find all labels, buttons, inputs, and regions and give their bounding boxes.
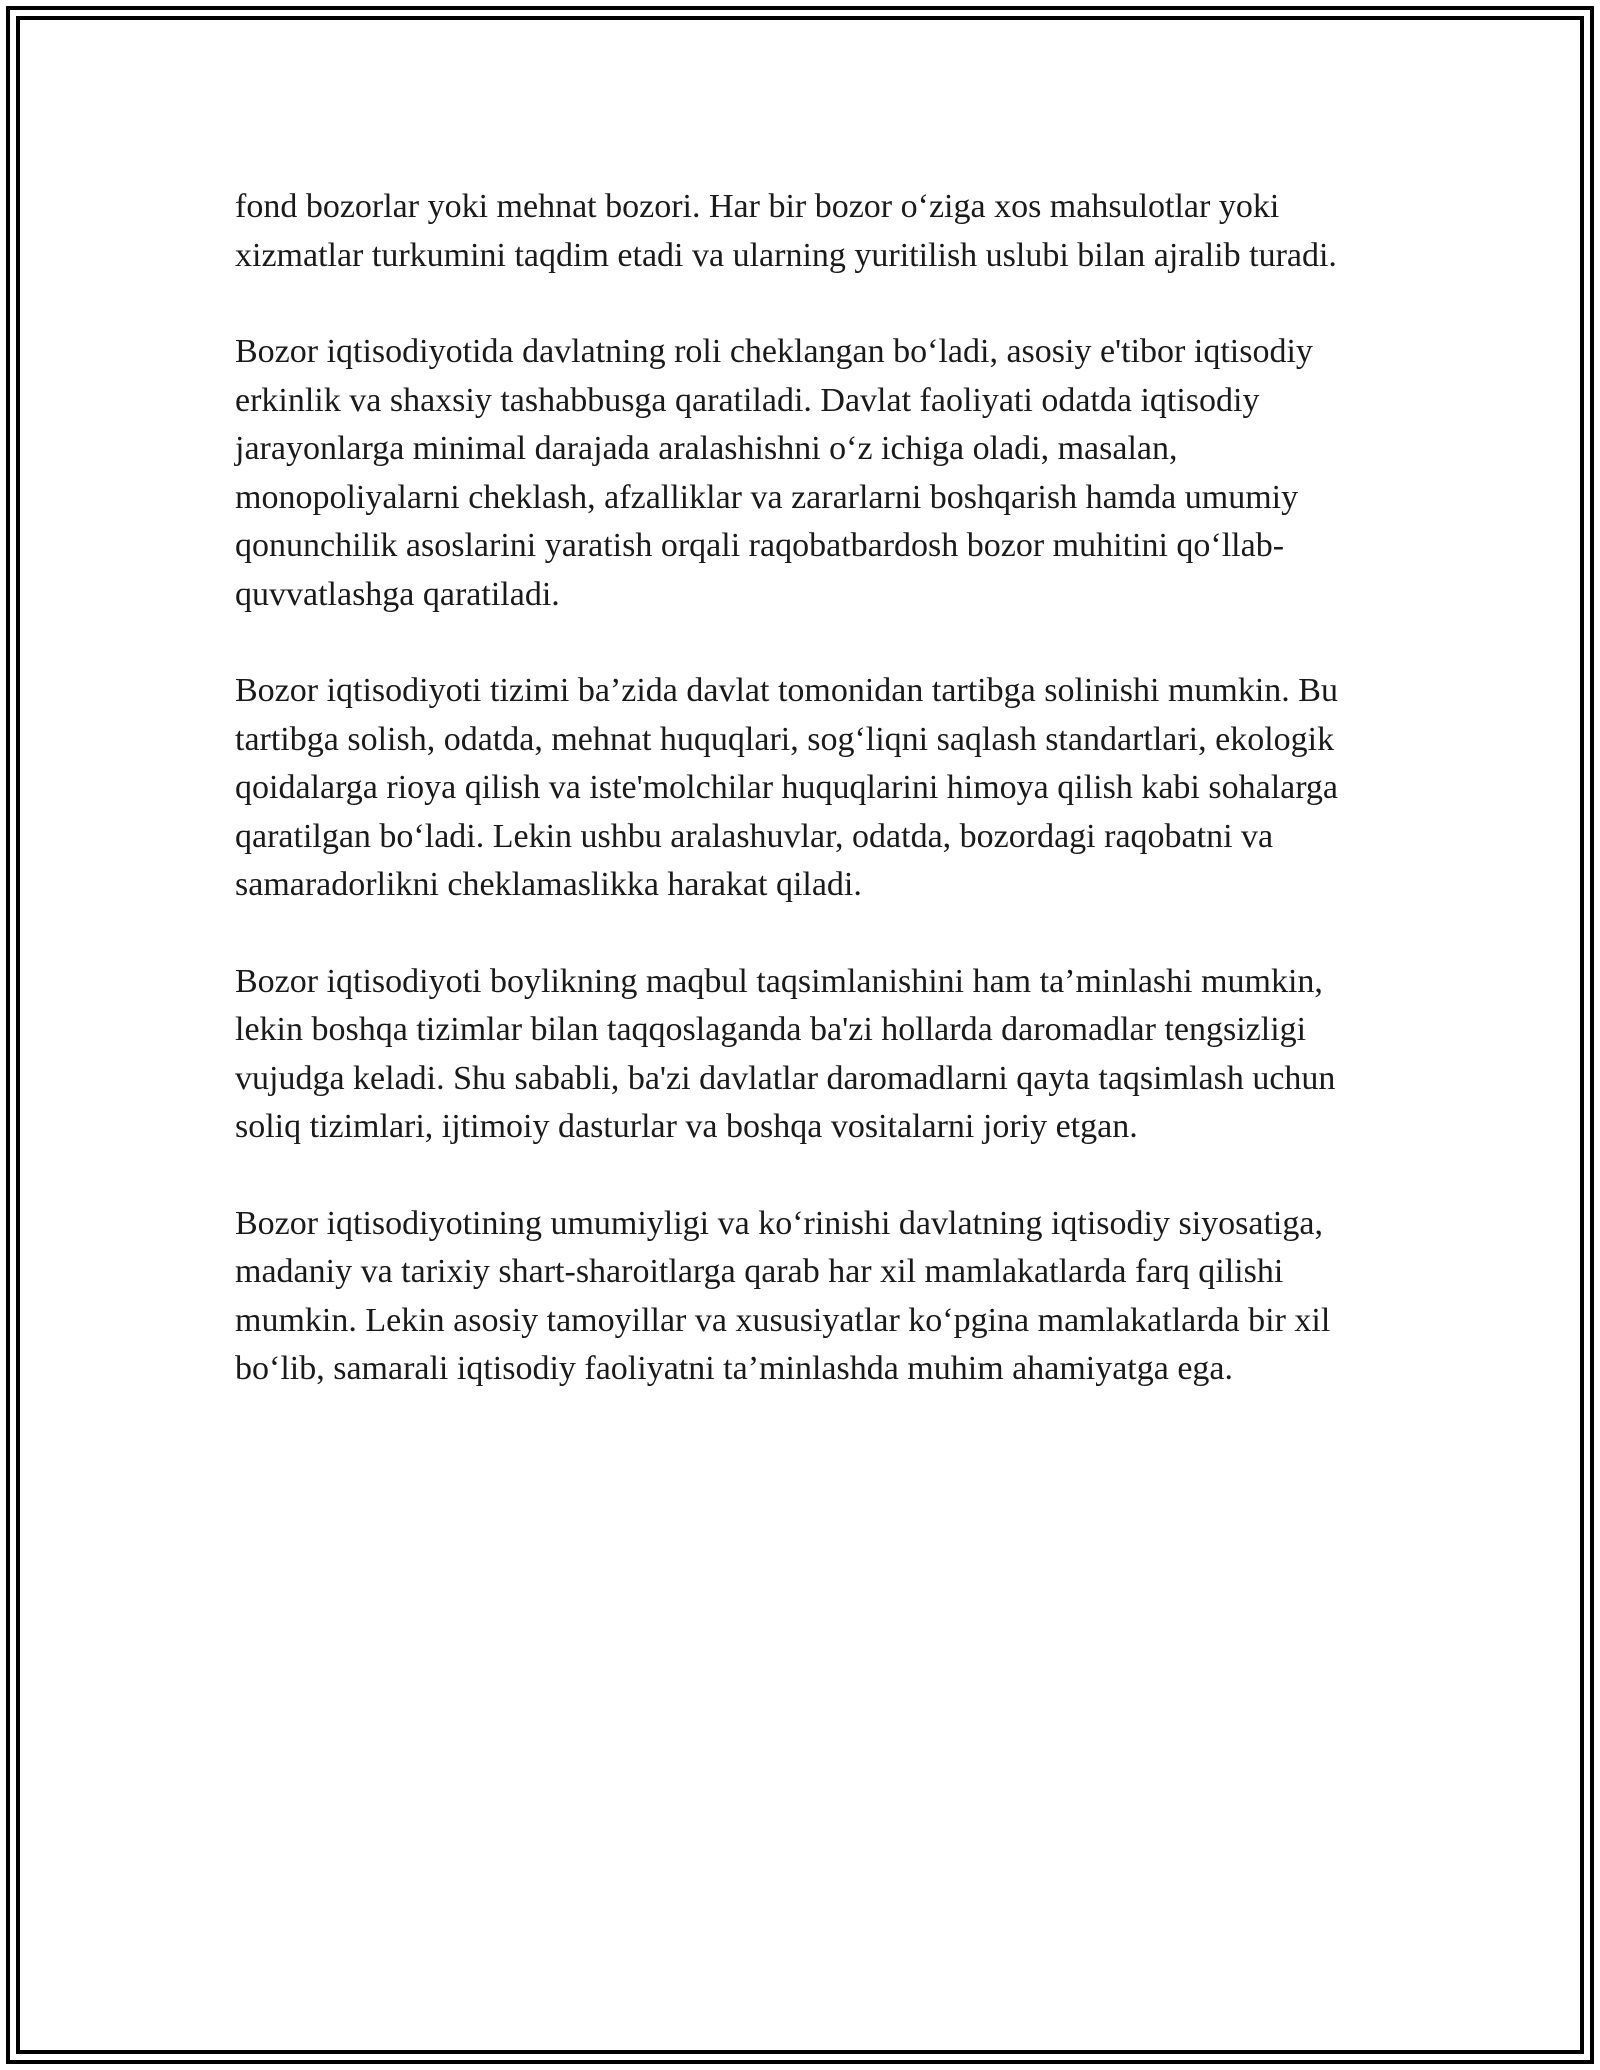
paragraph-5: Bozor iqtisodiyotining umumiyligi va ko‘rinishi davlatning iqtisodiy siyosatiga, madaniy va tarixiy shart-sharoitlarga qarab har xil mamlakatlarda farq qilishi mumkin. Lekin asosiy tamoyillar va xususiyatlar ko‘pgina mamlakatlarda bir xil bo‘lib, samarali iqtisodiy faoliyatni ta’minlashda muhim ahamiyatga ega. (235, 1204, 1331, 1387)
paragraph-1: fond bozorlar yoki mehnat bozori. Har bir bozor o‘ziga xos mahsulotlar yoki xizmatlar turkumini taqdim etadi va ularning yuritilish uslubi bilan ajralib turadi. (235, 188, 1337, 274)
paragraph-3: Bozor iqtisodiyoti tizimi ba’zida davlat tomonidan tartibga solinishi mumkin. Bu tartibga solish, odatda, mehnat huquqlari, sog‘liqni saqlash standartlari, ekologik qoidalarga rioya qilish va iste'molchilar huquqlarini himoya qilish kabi sohalarga qaratilgan bo‘ladi. Lekin ushbu aralashuvlar, odatda, bozordagi raqobatni va samaradorlikni cheklamaslikka harakat qiladi. (235, 672, 1339, 903)
paragraph-4: Bozor iqtisodiyoti boylikning maqbul taqsimlanishini ham ta’minlashi mumkin, lekin boshqa tizimlar bilan taqqoslaganda ba'zi hollarda daromadlar tengsizligi vujudga keladi. Shu sababli, ba'zi davlatlar daromadlarni qayta taqsimlash uchun soliq tizimlari, ijtimoiy dasturlar va boshqa vositalarni joriy etgan. (235, 962, 1336, 1145)
document-body (235, 183, 1385, 1442)
paragraph-2: Bozor iqtisodiyotida davlatning roli cheklangan bo‘ladi, asosiy e'tibor iqtisodiy erkinlik va shaxsiy tashabbusga qaratiladi. Davlat faoliyati odatda iqtisodiy jarayonlarga minimal darajada aralashishni o‘z ichiga oladi, masalan, monopoliyalarni cheklash, afzalliklar va zararlarni boshqarish hamda umumiy qonunchilik asoslarini yaratish orqali raqobatbardosh bozor muhitini qo‘llab-quvvatlashga qaratiladi. (235, 333, 1313, 613)
